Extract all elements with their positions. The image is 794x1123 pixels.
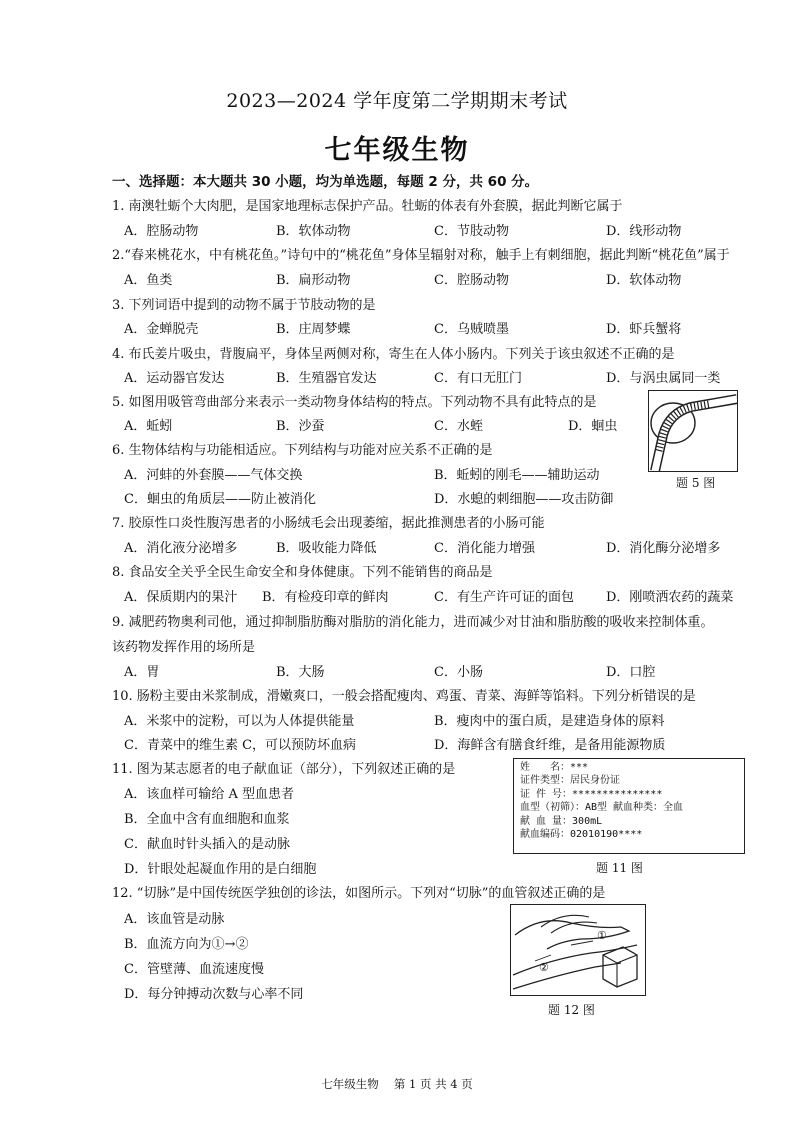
figure-12-pulse bbox=[510, 904, 646, 996]
figure-5-straw bbox=[648, 390, 738, 472]
question-10-stem: 10. 肠粉主要由米浆制成，滑嫩爽口，一般会搭配瘦肉、鸡蛋、青菜、海鲜等馅料。下列分析错误的是 bbox=[112, 689, 696, 704]
q2-option-c[interactable]: C．腔肠动物 bbox=[434, 273, 509, 288]
question-6-stem: 6. 生物体结构与功能相适应。下列结构与功能对应关系不正确的是 bbox=[112, 443, 493, 458]
figure-5-caption: 题 5 图 bbox=[676, 476, 716, 490]
q2-option-d[interactable]: D．软体动物 bbox=[606, 273, 682, 288]
question-7-stem: 7. 胶原性口炎性腹泻患者的小肠绒毛会出现萎缩，据此推测患者的小肠可能 bbox=[112, 516, 545, 531]
q8-option-b[interactable]: B．有检疫印章的鲜肉 bbox=[262, 590, 389, 605]
q9-option-d[interactable]: D．口腔 bbox=[606, 665, 656, 680]
q3-option-a[interactable]: A．金蝉脱壳 bbox=[124, 322, 199, 337]
q11-option-c[interactable]: C．献血时针头插入的是动脉 bbox=[124, 837, 290, 852]
card-id-type: 证件类型：居民身份证 bbox=[520, 775, 620, 787]
q8-option-d[interactable]: D．刚喷洒农药的蔬菜 bbox=[606, 590, 734, 605]
q4-option-c[interactable]: C．有口无肛门 bbox=[434, 371, 522, 386]
figure-11-caption: 题 11 图 bbox=[596, 861, 643, 875]
card-name: 姓 名：*** bbox=[520, 762, 589, 773]
question-2-stem: 2.“春来桃花水，中有桃花鱼。”诗句中的“桃花鱼”身体呈辐射对称，触手上有刺细胞，据此判断“桃花鱼”属于 bbox=[112, 248, 730, 263]
q5-option-c[interactable]: C．水蛭 bbox=[434, 419, 483, 434]
q10-option-d[interactable]: D．海鲜含有膳食纤维，是备用能源物质 bbox=[434, 738, 666, 753]
q2-option-a[interactable]: A．鱼类 bbox=[124, 273, 173, 288]
q8-option-c[interactable]: C．有生产许可证的面包 bbox=[434, 590, 574, 605]
q7-option-b[interactable]: B．吸收能力降低 bbox=[276, 541, 377, 556]
card-blood-type: 血型（初筛）：AB型 献血种类：全血 bbox=[520, 802, 684, 814]
q12-option-d[interactable]: D．每分钟搏动次数与心率不同 bbox=[124, 987, 304, 1002]
question-5-stem: 5. 如图用吸管弯曲部分来表示一类动物身体结构的特点。下列动物不具有此特点的是 bbox=[112, 395, 597, 410]
card-volume: 献 血 量：300mL bbox=[520, 815, 603, 827]
page-footer: 七年级生物 第 1 页 共 4 页 bbox=[321, 1077, 473, 1091]
question-11-stem: 11. 图为某志愿者的电子献血证（部分），下列叙述正确的是 bbox=[112, 762, 456, 777]
q7-option-c[interactable]: C．消化能力增强 bbox=[434, 541, 535, 556]
q5-option-b[interactable]: B．沙蚕 bbox=[276, 419, 325, 434]
q2-option-b[interactable]: B．扁形动物 bbox=[276, 273, 351, 288]
q11-option-a[interactable]: A．该血样可输给 A 型血患者 bbox=[124, 787, 295, 802]
q4-option-a[interactable]: A．运动器官发达 bbox=[124, 371, 225, 386]
q6-option-b[interactable]: B．蚯蚓的刚毛——辅助运动 bbox=[434, 468, 600, 483]
question-9-stem: 9. 减肥药物奥利司他，通过抑制脂肪酶对脂肪的消化能力，进而减少对甘油和脂肪酸的吸收来控制体重。 bbox=[112, 615, 714, 630]
q7-option-a[interactable]: A．消化液分泌增多 bbox=[124, 541, 238, 556]
q12-option-c[interactable]: C．管壁薄、血流速度慢 bbox=[124, 962, 264, 977]
q9-option-b[interactable]: B．大肠 bbox=[276, 665, 325, 680]
q8-option-a[interactable]: A．保质期内的果汁 bbox=[124, 590, 238, 605]
question-8-stem: 8. 食品安全关乎全民生命安全和身体健康。下列不能销售的商品是 bbox=[112, 565, 493, 580]
exam-title: 2023—2024 学年度第二学期期末考试 bbox=[226, 90, 568, 112]
q4-option-d[interactable]: D．与涡虫属同一类 bbox=[606, 371, 721, 386]
question-12-stem: 12. “切脉”是中国传统医学独创的诊法，如图所示。下列对“切脉”的血管叙述正确的是 bbox=[112, 886, 606, 901]
q12-option-b[interactable]: B．血流方向为①→② bbox=[124, 937, 249, 952]
q3-option-b[interactable]: B．庄周梦蝶 bbox=[276, 322, 351, 337]
question-1-stem: 1. 南澳牡蛎个大肉肥，是国家地理标志保护产品。牡蛎的体表有外套膜，据此判断它属于 bbox=[112, 199, 623, 214]
q10-option-b[interactable]: B．瘦肉中的蛋白质，是建造身体的原料 bbox=[434, 714, 665, 729]
question-9-stem-cont: 该药物发挥作用的场所是 bbox=[112, 640, 256, 655]
q11-option-d[interactable]: D．针眼处起凝血作用的是白细胞 bbox=[124, 862, 317, 877]
q9-option-c[interactable]: C．小肠 bbox=[434, 665, 483, 680]
straw-illustration bbox=[649, 391, 737, 471]
q11-option-b[interactable]: B．全血中含有血细胞和血浆 bbox=[124, 812, 290, 827]
figure-12-caption: 题 12 图 bbox=[548, 1003, 595, 1017]
question-4-stem: 4. 布氏姜片吸虫，背腹扁平，身体呈两侧对称，寄生在人体小肠内。下列关于该虫叙述不正确的是 bbox=[112, 347, 675, 362]
q6-option-d[interactable]: D．水螅的刺细胞——攻击防御 bbox=[434, 492, 614, 507]
q4-option-b[interactable]: B．生殖器官发达 bbox=[276, 371, 377, 386]
q1-option-d[interactable]: D．线形动物 bbox=[606, 224, 682, 239]
question-3-stem: 3. 下列词语中提到的动物不属于节肢动物的是 bbox=[112, 298, 376, 313]
q6-option-a[interactable]: A．河蚌的外套膜——气体交换 bbox=[124, 468, 303, 483]
q12-option-a[interactable]: A．该血管是动脉 bbox=[124, 912, 225, 927]
card-id-number: 证 件 号：*************** bbox=[520, 788, 663, 800]
blood-donation-card bbox=[513, 758, 745, 854]
pulse-diagnosis-illustration bbox=[511, 905, 645, 995]
q5-option-a[interactable]: A．蚯蚓 bbox=[124, 419, 173, 434]
q6-option-c[interactable]: C．蛔虫的角质层——防止被消化 bbox=[124, 492, 316, 507]
q10-option-c[interactable]: C．青菜中的维生素 C，可以预防坏血病 bbox=[124, 738, 357, 753]
fig12-mark-2: ② bbox=[539, 961, 549, 974]
subject-title: 七年级生物 bbox=[324, 135, 470, 166]
section-heading: 一、选择题：本大题共 30 小题，均为单选题，每题 2 分，共 60 分。 bbox=[112, 174, 539, 190]
q10-option-a[interactable]: A．米浆中的淀粉，可以为人体提供能量 bbox=[124, 714, 355, 729]
q1-option-b[interactable]: B．软体动物 bbox=[276, 224, 351, 239]
q3-option-d[interactable]: D．虾兵蟹将 bbox=[606, 322, 682, 337]
q1-option-c[interactable]: C．节肢动物 bbox=[434, 224, 509, 239]
q3-option-c[interactable]: C．乌贼喷墨 bbox=[434, 322, 509, 337]
q7-option-d[interactable]: D．消化酶分泌增多 bbox=[606, 541, 721, 556]
q1-option-a[interactable]: A．腔肠动物 bbox=[124, 224, 199, 239]
q9-option-a[interactable]: A．胃 bbox=[124, 665, 160, 680]
q5-option-d[interactable]: D．蛔虫 bbox=[568, 419, 618, 434]
card-code: 献血编码：02010190**** bbox=[520, 829, 643, 841]
fig12-mark-1: ① bbox=[597, 929, 607, 942]
